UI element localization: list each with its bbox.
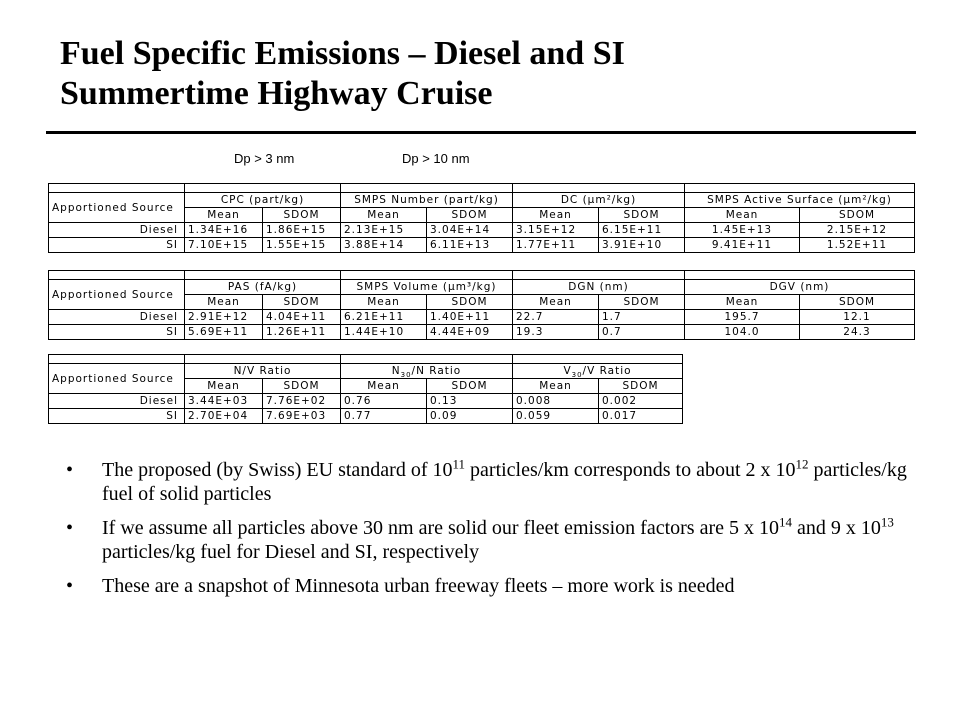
row-label: Diesel	[49, 394, 185, 409]
cell: 1.55E+15	[263, 238, 341, 253]
cell: 1.7	[599, 310, 685, 325]
row-label: SI	[49, 325, 185, 340]
label-dp-10nm: Dp > 10 nm	[402, 151, 470, 166]
col-mean: Mean	[685, 208, 800, 223]
col-sdom: SDOM	[427, 208, 513, 223]
cell: 0.76	[341, 394, 427, 409]
cell: 7.69E+03	[263, 409, 341, 424]
cell: 1.34E+16	[185, 223, 263, 238]
group-header: DGN (nm)	[513, 280, 685, 295]
group-header: DC (μm²/kg)	[513, 193, 685, 208]
cell: 0.09	[427, 409, 513, 424]
cell: 2.13E+15	[341, 223, 427, 238]
bullet-list	[66, 458, 926, 608]
cell: 6.21E+11	[341, 310, 427, 325]
group-header: SMPS Volume (μm³/kg)	[341, 280, 513, 295]
cell: 9.41E+11	[685, 238, 800, 253]
group-header: $V_{30}/V$ Ratio	[513, 364, 683, 379]
col-sdom: SDOM	[263, 208, 341, 223]
col-mean: Mean	[185, 208, 263, 223]
cell: 104.0	[685, 325, 800, 340]
cell: 5.69E+11	[185, 325, 263, 340]
col-sdom: SDOM	[599, 208, 685, 223]
slide-title	[60, 34, 920, 114]
row-label: SI	[49, 409, 185, 424]
col-mean: Mean	[513, 208, 599, 223]
cell: 1.44E+10	[341, 325, 427, 340]
cell: 0.77	[341, 409, 427, 424]
label-dp-3nm: Dp > 3 nm	[234, 151, 295, 166]
cell: 1.40E+11	[427, 310, 513, 325]
group-header: SMPS Number (part/kg)	[341, 193, 513, 208]
cell: 6.15E+11	[599, 223, 685, 238]
col-mean: Mean	[185, 379, 263, 394]
col-sdom: SDOM	[427, 295, 513, 310]
bullet-item: • If we assume all particles above 30 nm are solid our fleet emission factors are 5 x $10^{14}$ and 9 x $10^{13}$ particles/kg fuel for Diesel and SI, respectively	[66, 514, 894, 563]
table-row	[49, 325, 915, 340]
cell: 1.52E+11	[800, 238, 915, 253]
cell: 1.86E+15	[263, 223, 341, 238]
col-mean: Mean	[341, 208, 427, 223]
cell: 0.008	[513, 394, 599, 409]
group-header: CPC (part/kg)	[185, 193, 341, 208]
cell: 0.002	[599, 394, 683, 409]
bullet-dot-icon: •	[66, 459, 74, 481]
source-header: Apportioned Source	[49, 280, 185, 310]
cell: 1.77E+11	[513, 238, 599, 253]
cell: 0.059	[513, 409, 599, 424]
cell: 1.26E+11	[263, 325, 341, 340]
cell: 2.91E+12	[185, 310, 263, 325]
cell: 0.13	[427, 394, 513, 409]
emissions-table-1	[48, 183, 915, 253]
cell: 22.7	[513, 310, 599, 325]
col-sdom: SDOM	[263, 295, 341, 310]
row-label: Diesel	[49, 310, 185, 325]
cell: 1.45E+13	[685, 223, 800, 238]
emissions-table-2	[48, 270, 915, 340]
cell: 3.91E+10	[599, 238, 685, 253]
table-row	[49, 238, 915, 253]
title-line-1: Fuel Specific Emissions – Diesel and SI	[60, 35, 625, 72]
cell: 4.04E+11	[263, 310, 341, 325]
col-sdom: SDOM	[599, 295, 685, 310]
cell: 195.7	[685, 310, 800, 325]
table-row	[49, 310, 915, 325]
source-header: Apportioned Source	[49, 364, 185, 394]
table-row	[49, 394, 683, 409]
col-sdom: SDOM	[263, 379, 341, 394]
cell: 6.11E+13	[427, 238, 513, 253]
cell: 3.15E+12	[513, 223, 599, 238]
cell: 4.44E+09	[427, 325, 513, 340]
group-header: $N_{30}/N$ Ratio	[341, 364, 513, 379]
cell: 7.76E+02	[263, 394, 341, 409]
cell: 3.88E+14	[341, 238, 427, 253]
col-sdom: SDOM	[427, 379, 513, 394]
cell: 12.1	[800, 310, 915, 325]
bullet-dot-icon: •	[66, 517, 74, 539]
source-header: Apportioned Source	[49, 193, 185, 223]
bullet-item: • The proposed (by Swiss) EU standard of $10^{11}$ particles/km corresponds to about 2 x $10^{12}$ particles/kg fuel of solid particles	[66, 456, 907, 505]
table-row	[49, 409, 683, 424]
col-mean: Mean	[341, 295, 427, 310]
group-header: N/V Ratio	[185, 364, 341, 379]
cell: 2.15E+12	[800, 223, 915, 238]
col-mean: Mean	[513, 379, 599, 394]
group-header: PAS (fA/kg)	[185, 280, 341, 295]
cell: 3.04E+14	[427, 223, 513, 238]
cell: 2.70E+04	[185, 409, 263, 424]
col-sdom: SDOM	[599, 379, 683, 394]
table-row	[49, 223, 915, 238]
bullet-item: • These are a snapshot of Minnesota urban freeway fleets – more work is needed	[66, 575, 735, 597]
row-label: Diesel	[49, 223, 185, 238]
col-mean: Mean	[341, 379, 427, 394]
ratio-table	[48, 354, 683, 424]
col-mean: Mean	[185, 295, 263, 310]
title-line-2: Summertime Highway Cruise	[60, 75, 493, 112]
group-header: DGV (nm)	[685, 280, 915, 295]
cell: 24.3	[800, 325, 915, 340]
row-label: SI	[49, 238, 185, 253]
bullet-dot-icon: •	[66, 575, 74, 597]
col-sdom: SDOM	[800, 295, 915, 310]
title-underline	[46, 131, 916, 134]
group-header: SMPS Active Surface (μm²/kg)	[685, 193, 915, 208]
cell: 0.017	[599, 409, 683, 424]
col-mean: Mean	[513, 295, 599, 310]
cell: 19.3	[513, 325, 599, 340]
col-sdom: SDOM	[800, 208, 915, 223]
cell: 0.7	[599, 325, 685, 340]
col-mean: Mean	[685, 295, 800, 310]
cell: 7.10E+15	[185, 238, 263, 253]
cell: 3.44E+03	[185, 394, 263, 409]
